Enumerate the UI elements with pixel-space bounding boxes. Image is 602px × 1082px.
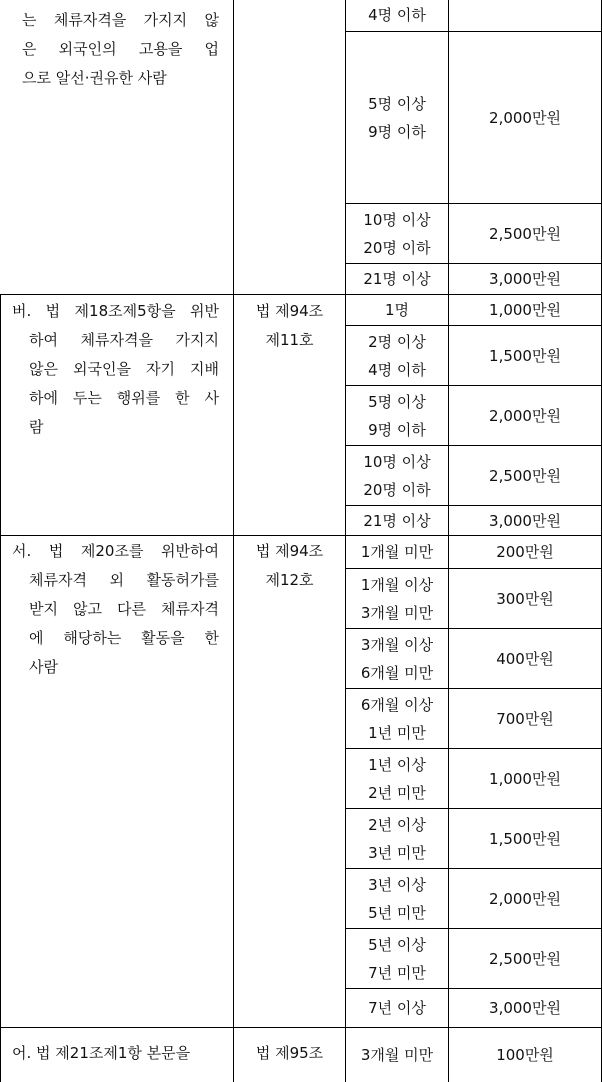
law-reference-line: 제12호	[265, 571, 314, 589]
count-range-text: 4명 이하	[368, 6, 426, 24]
count-range-text: 7년 이상	[368, 999, 426, 1017]
fine-amount-text: 400만원	[496, 649, 554, 668]
count-range-text: 1개월 미만	[360, 543, 434, 561]
count-range-text: 6개월 미만	[360, 663, 434, 682]
violation-text-line: 은 외국인의 고용을 업	[22, 40, 219, 58]
count-range-text: 9명 이하	[368, 420, 426, 439]
fine-amount-cell	[449, 869, 601, 928]
fine-amount-cell	[449, 536, 601, 568]
violation-text-line: 는 체류자격을 가지지 않	[22, 11, 219, 29]
count-range-cell	[346, 569, 448, 628]
fine-amount-text: 3,000만원	[489, 270, 561, 288]
count-range-text: 3개월 이상	[360, 635, 434, 654]
fine-amount-text: 1,500만원	[489, 346, 561, 365]
law-reference-line: 법 제95조	[255, 1044, 324, 1062]
fine-amount-cell	[449, 1028, 601, 1082]
fine-amount-cell	[449, 929, 601, 988]
fine-amount-cell	[449, 264, 601, 294]
fine-amount-text: 2,500만원	[489, 949, 561, 968]
table-left-border	[0, 294, 1, 1082]
violation-description	[22, 6, 219, 93]
count-range-cell	[346, 386, 448, 445]
fine-amount-cell	[449, 989, 601, 1027]
count-range-cell	[346, 32, 448, 203]
count-range-cell	[346, 204, 448, 263]
count-range-text: 2년 이상	[368, 815, 426, 834]
count-range-text: 10명 이상	[363, 452, 431, 471]
fine-amount-cell	[449, 689, 601, 748]
fine-amount-text: 700만원	[496, 709, 554, 728]
count-range-text: 1년 이상	[368, 755, 426, 774]
fine-amount-cell	[449, 386, 601, 445]
violation-text-line: 서. 법 제20조를 위반하여	[12, 542, 219, 560]
count-range-text: 6개월 이상	[360, 695, 434, 714]
count-range-cell	[346, 809, 448, 868]
count-range-text: 1개월 이상	[360, 575, 434, 594]
law-reference	[234, 537, 345, 595]
fine-amount-text: 2,500만원	[489, 466, 561, 485]
count-range-cell	[346, 989, 448, 1027]
count-range-cell	[346, 506, 448, 535]
fine-amount-cell	[449, 326, 601, 385]
count-range-cell	[346, 749, 448, 808]
count-range-text: 5년 미만	[368, 903, 426, 922]
violation-description	[12, 1039, 219, 1068]
count-range-cell	[346, 629, 448, 688]
fine-amount-text: 1,000만원	[489, 769, 561, 788]
law-reference-line: 법 제94조	[255, 302, 324, 320]
violation-text-line: 어. 법 제21조제1항 본문을	[12, 1044, 191, 1062]
count-range-text: 2명 이상	[368, 332, 426, 351]
fine-amount-text: 3,000만원	[489, 511, 561, 530]
count-range-text: 4명 이하	[368, 360, 426, 379]
violation-text-line: 받지 않고 다른 체류자격	[29, 600, 219, 618]
fine-amount-cell	[449, 749, 601, 808]
fine-amount-text: 200만원	[496, 543, 554, 561]
violation-text-line: 람	[29, 418, 44, 436]
violation-text-line: 체류자격 외 활동허가를	[29, 571, 219, 589]
count-range-text: 21명 이상	[363, 511, 431, 530]
fine-amount-text: 1,500만원	[489, 829, 561, 848]
fine-amount-cell	[449, 809, 601, 868]
count-range-text: 5명 이상	[368, 392, 426, 411]
count-range-text: 3개월 미만	[360, 603, 434, 622]
count-range-text: 1년 미만	[368, 723, 426, 742]
fine-amount-text: 2,000만원	[489, 889, 561, 908]
fine-amount-cell	[449, 32, 601, 203]
fine-amount-text: 2,000만원	[489, 406, 561, 425]
fine-amount-text: 1,000만원	[489, 301, 561, 319]
count-range-cell	[346, 689, 448, 748]
count-range-text: 7년 미만	[368, 963, 426, 982]
count-range-text: 20명 이하	[363, 480, 431, 499]
fine-amount-text: 300만원	[496, 589, 554, 608]
count-range-text: 2년 미만	[368, 783, 426, 802]
fine-amount-text: 2,000만원	[489, 108, 561, 127]
violation-text-line: 에 해당하는 활동을 한	[29, 629, 219, 647]
fine-amount-cell	[449, 629, 601, 688]
count-range-cell	[346, 326, 448, 385]
law-reference-line: 법 제94조	[255, 542, 324, 560]
violation-text-line: 으로 알선·권유한 사람	[22, 69, 167, 87]
count-range-cell	[346, 1, 448, 31]
fine-amount-cell	[449, 446, 601, 505]
count-range-text: 10명 이상	[363, 210, 431, 229]
count-range-cell	[346, 295, 448, 325]
count-range-text: 3개월 미만	[360, 1046, 434, 1064]
count-range-text: 5년 이상	[368, 935, 426, 954]
count-range-text: 5명 이상	[368, 94, 426, 113]
violation-text-line: 사람	[29, 658, 58, 676]
violation-text-line: 하에 두는 행위를 한 사	[29, 389, 219, 407]
violation-text-line: 버. 법 제18조제5항을 위반	[12, 302, 219, 320]
count-range-text: 9명 이하	[368, 122, 426, 141]
violation-description	[12, 537, 219, 682]
count-range-cell	[346, 264, 448, 294]
count-range-text: 20명 이하	[363, 238, 431, 257]
fine-amount-text: 3,000만원	[489, 999, 561, 1017]
count-range-cell	[346, 1028, 448, 1082]
count-range-text: 21명 이상	[363, 270, 431, 288]
law-reference	[234, 1039, 345, 1068]
fine-amount-cell	[449, 295, 601, 325]
count-range-cell	[346, 869, 448, 928]
fine-amount-text: 2,500만원	[489, 224, 561, 243]
law-reference-line: 제11호	[265, 331, 314, 349]
fine-amount-text: 100만원	[496, 1046, 554, 1064]
count-range-text: 3년 이상	[368, 875, 426, 894]
count-range-text: 3년 미만	[368, 843, 426, 862]
count-range-cell	[346, 446, 448, 505]
count-range-cell	[346, 536, 448, 568]
count-range-cell	[346, 929, 448, 988]
fine-amount-cell	[449, 569, 601, 628]
violation-text-line: 하여 체류자격을 가지지	[29, 331, 219, 349]
law-reference	[234, 297, 345, 355]
fine-amount-cell	[449, 204, 601, 263]
fine-amount-cell	[449, 1, 601, 31]
count-range-text: 1명	[384, 301, 410, 319]
violation-description	[12, 297, 219, 442]
violation-text-line: 않은 외국인을 자기 지배	[29, 360, 219, 378]
fine-amount-cell	[449, 506, 601, 535]
